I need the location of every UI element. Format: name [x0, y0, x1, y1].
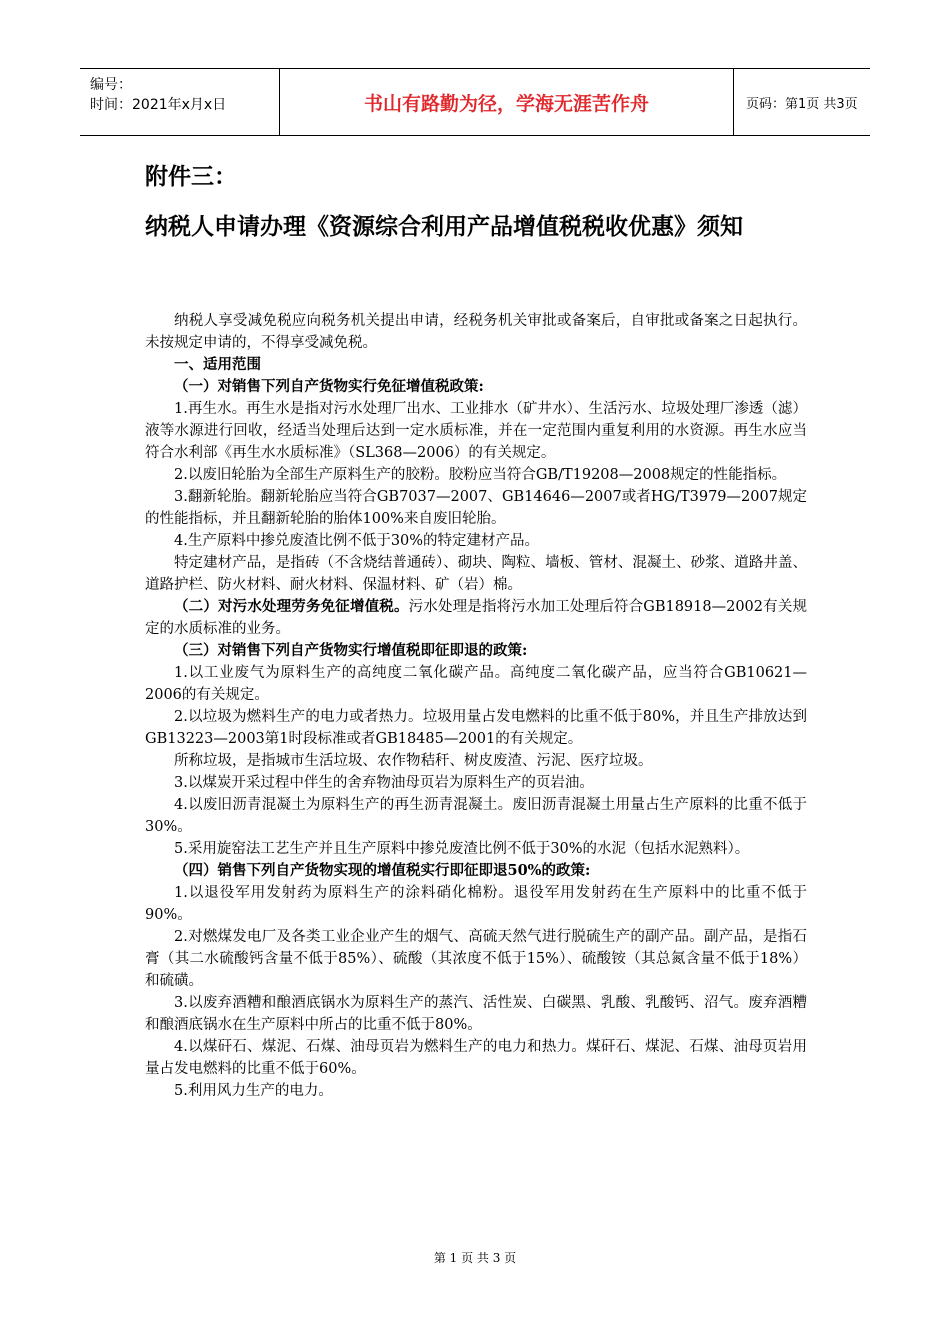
page-footer: 第 1 页 共 3 页 — [433, 1251, 517, 1265]
paragraph-heading: （二）对污水处理劳务免征增值税。 — [174, 598, 409, 615]
paragraph: 5.采用旋窑法工艺生产并且生产原料中掺兑废渣比例不低于30%的水泥（包括水泥熟料）。 — [174, 841, 750, 857]
paragraph: 4.以废旧沥青混凝土为原料生产的再生沥青混凝土。废旧沥青混凝土用量占生产原料的比重不低于30%。 — [145, 797, 807, 835]
paragraph: （四）销售下列自产货物实现的增值税实行即征即退50%的政策: — [174, 862, 591, 879]
paragraph: 2.以垃圾为燃料生产的电力或者热力。垃圾用量占发电燃料的比重不低于80%，并且生产排放达到GB13223—2003第1时段标准或者GB18485—2001的有关规定。 — [145, 709, 807, 747]
paragraph: 4.生产原料中掺兑废渣比例不低于30%的特定建材产品。 — [174, 533, 540, 549]
paragraph: 所称垃圾，是指城市生活垃圾、农作物秸秆、树皮废渣、污泥、医疗垃圾。 — [174, 753, 653, 769]
paragraph: （三）对销售下列自产货物实行增值税即征即退的政策: — [174, 642, 528, 659]
paragraph: 4.以煤矸石、煤泥、石煤、油母页岩为燃料生产的电力和热力。煤矸石、煤泥、石煤、油母页岩用量占发电燃料的比重不低于60%。 — [145, 1039, 807, 1077]
header-page-info: 页码：第1页 共3页 — [746, 96, 858, 112]
paragraph: 1.以工业废气为原料生产的高纯度二氧化碳产品。高纯度二氧化碳产品，应当符合GB10621—2006的有关规定。 — [145, 665, 807, 703]
paragraph: 纳税人享受减免税应向税务机关提出申请，经税务机关审批或备案后，自审批或备案之日起执行。未按规定申请的，不得享受减免税。 — [145, 313, 807, 351]
page-header — [80, 68, 870, 136]
header-motto: 书山有路勤为径，学海无涯苦作舟 — [280, 69, 734, 135]
paragraph-text: 污水处理是指将污水加工处理后符合GB18918—2002有关规定的水质标准的业务。 — [145, 599, 808, 637]
paragraph: 1.以退役军用发射药为原料生产的涂料硝化棉粉。退役军用发射药在生产原料中的比重不低于90%。 — [145, 885, 807, 923]
paragraph: 特定建材产品，是指砖（不含烧结普通砖）、砌块、陶粒、墙板、管材、混凝土、砂浆、道路井盖、道路护栏、防火材料、耐火材料、保温材料、矿（岩）棉。 — [145, 555, 807, 593]
annex-label: 附件三： — [145, 164, 237, 190]
document-number: 编号： — [90, 77, 132, 93]
paragraph: （一）对销售下列自产货物实行免征增值税政策: — [174, 378, 484, 395]
document-date: 时间：2021年x月x日 — [90, 97, 227, 113]
paragraph: 一、适用范围 — [174, 356, 261, 373]
paragraph: 5.利用风力生产的电力。 — [174, 1083, 333, 1099]
header-meta — [80, 69, 280, 135]
paragraph: 3.翻新轮胎。翻新轮胎应当符合GB7037—2007、GB14646—2007或者HG/T3979—2007规定的性能指标，并且翻新轮胎的胎体100%来自废旧轮胎。 — [145, 489, 807, 527]
document-title: 纳税人申请办理《资源综合利用产品增值税税收优惠》须知 — [145, 214, 743, 240]
paragraph: 1.再生水。再生水是指对污水处理厂出水、工业排水（矿井水）、生活污水、垃圾处理厂渗透（滤）液等水源进行回收，经适当处理后达到一定水质标准，并在一定范围内重复利用的水资源。再生水应当符合水利部《再生水水质标准》（SL368—2006）的有关规定。 — [145, 401, 807, 461]
paragraph: 3.以废弃酒糟和酿酒底锅水为原料生产的蒸汽、活性炭、白碳黑、乳酸、乳酸钙、沼气。废弃酒糟和酿酒底锅水在生产原料中所占的比重不低于80%。 — [145, 995, 807, 1033]
paragraph: 2.以废旧轮胎为全部生产原料生产的胶粉。胶粉应当符合GB/T19208—2008规定的性能指标。 — [174, 467, 787, 483]
document-body — [145, 310, 807, 1102]
paragraph — [145, 596, 807, 640]
paragraph: 2.对燃煤发电厂及各类工业企业产生的烟气、高硫天然气进行脱硫生产的副产品。副产品，是指石膏（其二水硫酸钙含量不低于85%）、硫酸（其浓度不低于15%）、硫酸铵（其总氮含量不低于18%）和硫磺。 — [145, 929, 807, 989]
paragraph: 3.以煤炭开采过程中伴生的舍弃物油母页岩为原料生产的页岩油。 — [174, 775, 594, 791]
